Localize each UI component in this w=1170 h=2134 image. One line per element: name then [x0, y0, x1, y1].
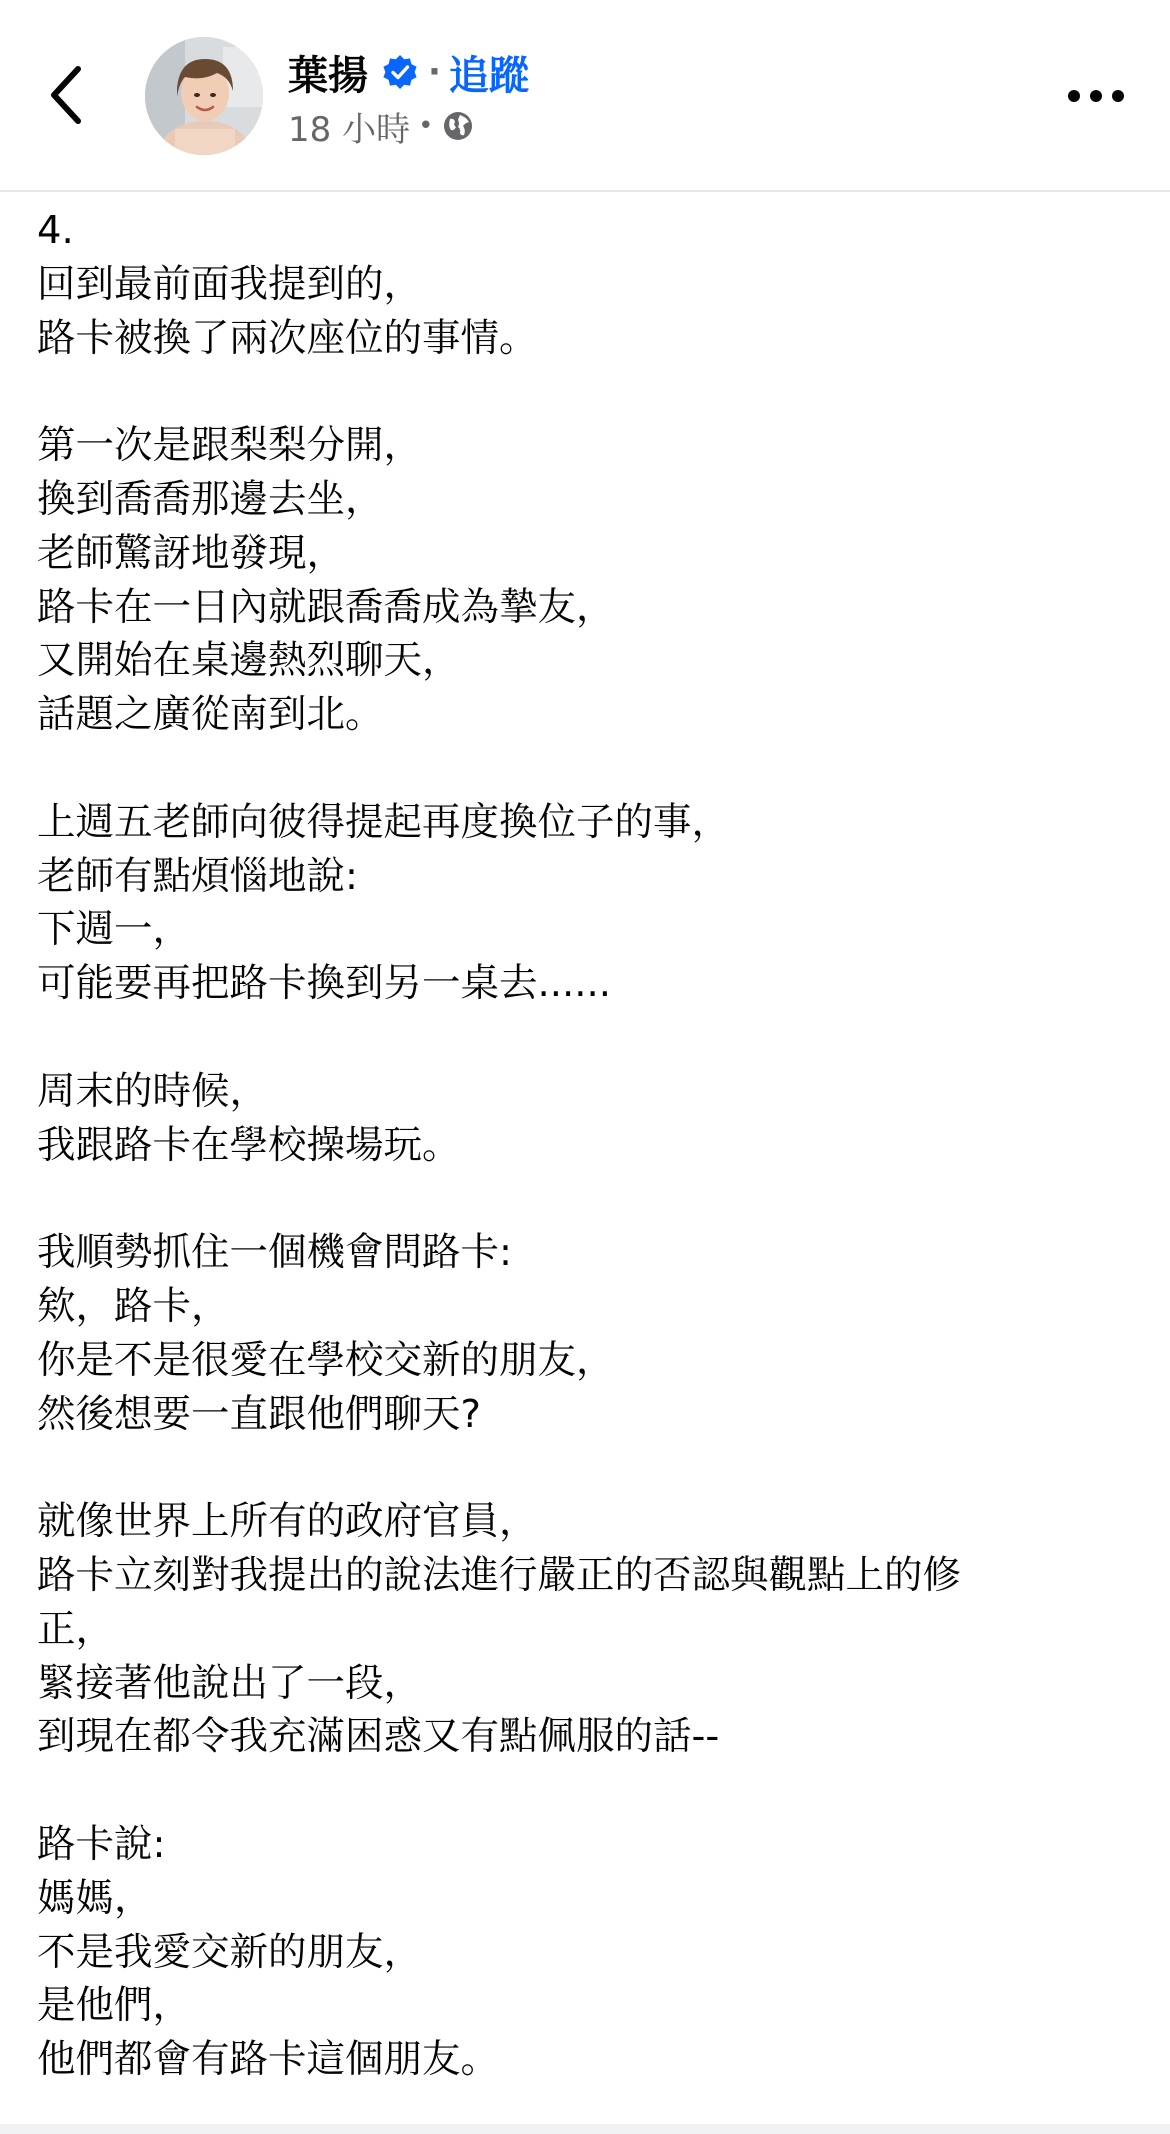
post-line: 又開始在桌邊熱烈聊天， [37, 638, 461, 684]
back-button[interactable] [40, 55, 100, 135]
post-line: 可能要再把路卡換到另一桌去...... [37, 961, 611, 1007]
post-line: 然後想要一直跟他們聊天? [37, 1391, 481, 1437]
meta-separator: • [418, 111, 434, 141]
post-line [37, 742, 1137, 796]
chevron-left-icon [40, 55, 100, 135]
post-text [37, 204, 1137, 2087]
post-line: 周末的時候， [37, 1068, 269, 1114]
post-line: 路卡在一日內就跟喬喬成為摯友， [37, 584, 615, 630]
post-line: 正， [37, 1606, 115, 1652]
post-line: 是他們， [37, 1983, 192, 2029]
more-horizontal-icon [1064, 76, 1128, 116]
post-line: 路卡立刻對我提出的說法進行嚴正的否認與觀點上的修 [37, 1552, 962, 1598]
post-line: 4. [37, 208, 74, 253]
avatar[interactable] [145, 37, 263, 155]
follow-button[interactable]: 追蹤 [448, 52, 529, 99]
post-line [37, 1764, 1137, 1818]
post-line: 老師驚訝地發現， [37, 530, 346, 576]
post-line: 換到喬喬那邊去坐， [37, 476, 384, 522]
post-line: 路卡被換了兩次座位的事情。 [37, 315, 538, 361]
post-line: 就像世界上所有的政府官員， [37, 1499, 538, 1545]
post-line: 我跟路卡在學校操場玩。 [37, 1122, 461, 1168]
post-timestamp[interactable]: 18 小時 [288, 109, 411, 150]
avatar-photo [145, 37, 263, 155]
more-options-button[interactable] [1064, 76, 1128, 116]
post-line [37, 1172, 1137, 1226]
post-meta [288, 102, 475, 150]
author-row [288, 44, 529, 100]
post-line: 第一次是跟梨梨分開， [37, 423, 423, 469]
post-line: 老師有點煩惱地說: [37, 853, 358, 899]
author-name[interactable]: 葉揚 [288, 52, 368, 99]
verified-badge-icon [382, 54, 418, 90]
post-line: 你是不是很愛在學校交新的朋友， [37, 1337, 615, 1383]
globe-icon [441, 109, 475, 143]
post-header [0, 0, 1170, 192]
post-line: 話題之廣從南到北。 [37, 692, 384, 738]
post-line: 上週五老師向彼得提起再度換位子的事， [37, 799, 731, 845]
post-line: 到現在都令我充滿困惑又有點佩服的話-- [37, 1714, 720, 1760]
post-line: 他們都會有路卡這個朋友。 [37, 2037, 500, 2083]
post-line [37, 1011, 1137, 1065]
post-line: 媽媽， [37, 1875, 153, 1921]
post-line: 緊接著他說出了一段， [37, 1660, 423, 1706]
post-line [37, 365, 1137, 419]
post-line: 欸，路卡， [37, 1283, 230, 1329]
post-line: 回到最前面我提到的， [37, 261, 423, 307]
post-divider [0, 2124, 1170, 2134]
post-line: 路卡說: [37, 1821, 166, 1867]
post-line: 下週一， [37, 907, 192, 953]
post-line [37, 1441, 1137, 1495]
post-line: 不是我愛交新的朋友， [37, 1929, 423, 1975]
post-line: 我順勢抓住一個機會問路卡: [37, 1230, 512, 1276]
separator-dot: · [428, 52, 441, 92]
